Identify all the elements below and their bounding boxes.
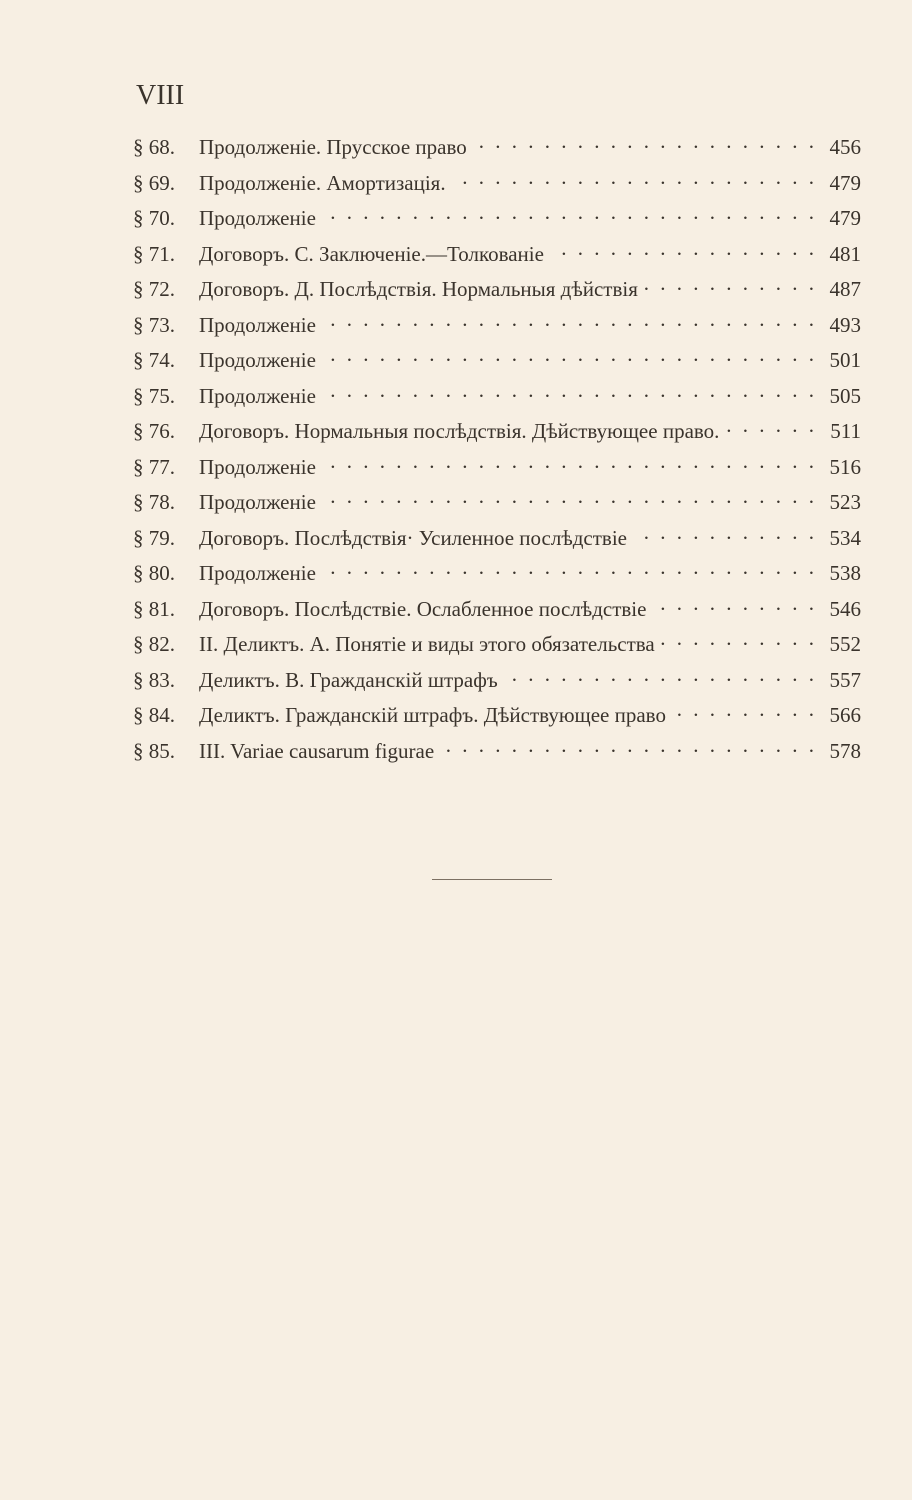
section-number: § 83. <box>133 667 175 692</box>
dot-leader <box>661 630 817 651</box>
entry-title: Продолженіе <box>199 383 316 408</box>
dot-leader <box>440 737 817 758</box>
dot-leader <box>322 453 817 474</box>
dot-leader <box>322 311 817 332</box>
entry-title: Договоръ. Послѣдствіе. Ослабленное послѣдствіе <box>199 596 647 621</box>
page-ref: 501 <box>829 348 861 372</box>
page-ref: 523 <box>829 490 861 514</box>
entry-title: Продолженіе. Прусское право <box>199 135 467 159</box>
dot-leader <box>322 559 817 580</box>
dot-leader <box>322 382 817 403</box>
entry-title: Деликтъ. Гражданскій штрафъ. Дѣйствующее право <box>199 703 666 727</box>
entry-title: Продолженіе <box>199 312 316 337</box>
dot-leader <box>322 488 817 509</box>
entry-title: Продолженіе <box>199 206 316 230</box>
page-ref: 578 <box>829 738 861 763</box>
entry-title: Продолженіе. Амортизація. <box>199 170 446 195</box>
dot-leader <box>322 346 817 367</box>
section-number: § 79. <box>133 525 175 550</box>
page-ref: 481 <box>829 241 861 266</box>
toc-entry <box>133 630 861 666</box>
section-number: § 69. <box>133 170 175 195</box>
toc-entry <box>133 417 861 453</box>
toc-entry <box>133 240 861 276</box>
entry-title: Продолженіе <box>199 561 316 585</box>
section-number: § 82. <box>133 632 175 656</box>
page-number: VIII <box>136 80 185 111</box>
page-ref: 487 <box>829 277 861 301</box>
dot-leader <box>504 666 817 687</box>
section-number: § 85. <box>133 738 175 763</box>
toc-entry <box>133 737 861 773</box>
entry-title: Договоръ. Послѣдствія· Усиленное послѣдствіе <box>199 525 627 550</box>
page-ref: 511 <box>830 419 861 443</box>
toc-entry <box>133 488 861 524</box>
section-number: § 81. <box>133 596 175 621</box>
entry-title: Продолженіе <box>199 348 316 372</box>
page-ref: 552 <box>829 632 861 656</box>
toc-entry <box>133 595 861 631</box>
page-ref: 456 <box>829 135 861 159</box>
page-ref: 557 <box>829 667 861 692</box>
dot-leader <box>644 275 817 296</box>
section-number: § 73. <box>133 312 175 337</box>
toc-entry <box>133 311 861 347</box>
entry-title: Договоръ. Д. Послѣдствія. Нормальныя дѣйствія <box>199 277 638 301</box>
page-ref: 493 <box>829 312 861 337</box>
section-number: § 72. <box>133 277 175 301</box>
entry-title: Деликтъ. В. Гражданскій штрафъ <box>199 667 498 692</box>
page-ref: 566 <box>829 703 861 727</box>
toc-entry <box>133 559 861 595</box>
entry-title: II. Деликтъ. А. Понятіе и виды этого обязательства <box>199 632 655 656</box>
toc-entry <box>133 524 861 560</box>
section-number: § 76. <box>133 419 175 443</box>
dot-leader <box>473 133 817 154</box>
page-ref: 546 <box>829 596 861 621</box>
toc-entry <box>133 133 861 169</box>
page-ref: 516 <box>829 454 861 479</box>
toc-entry <box>133 169 861 205</box>
toc-entry <box>133 275 861 311</box>
section-number: § 84. <box>133 703 175 727</box>
page-ref: 505 <box>829 383 861 408</box>
page-ref: 479 <box>829 170 861 195</box>
section-number: § 70. <box>133 206 175 230</box>
page-ref: 534 <box>829 525 861 550</box>
toc-entry <box>133 453 861 489</box>
toc-entry <box>133 666 861 702</box>
page-ref: 479 <box>829 206 861 230</box>
page-ref: 538 <box>829 561 861 585</box>
section-number: § 68. <box>133 135 175 159</box>
dot-leader <box>322 204 817 225</box>
toc-entry <box>133 204 861 240</box>
toc-entry <box>133 382 861 418</box>
toc-entry <box>133 701 861 737</box>
end-rule-divider <box>432 879 552 880</box>
toc-entry <box>133 346 861 382</box>
table-of-contents <box>133 133 861 772</box>
dot-leader <box>725 417 817 438</box>
section-number: § 78. <box>133 490 175 514</box>
dot-leader <box>633 524 817 545</box>
entry-title: Договоръ. Нормальныя послѣдствія. Дѣйствующее право. <box>199 419 720 443</box>
dot-leader <box>672 701 817 722</box>
section-number: § 77. <box>133 454 175 479</box>
dot-leader <box>652 595 817 616</box>
entry-title: Договоръ. С. Заключеніе.—Толкованіе <box>199 241 544 266</box>
section-number: § 80. <box>133 561 175 585</box>
entry-title: Продолженіе <box>199 454 316 479</box>
dot-leader <box>452 169 817 190</box>
dot-leader <box>550 240 817 261</box>
section-number: § 75. <box>133 383 175 408</box>
entry-title: III. Variae causarum figurae <box>199 738 435 763</box>
section-number: § 74. <box>133 348 175 372</box>
entry-title: Продолженіе <box>199 490 316 514</box>
section-number: § 71. <box>133 241 175 266</box>
